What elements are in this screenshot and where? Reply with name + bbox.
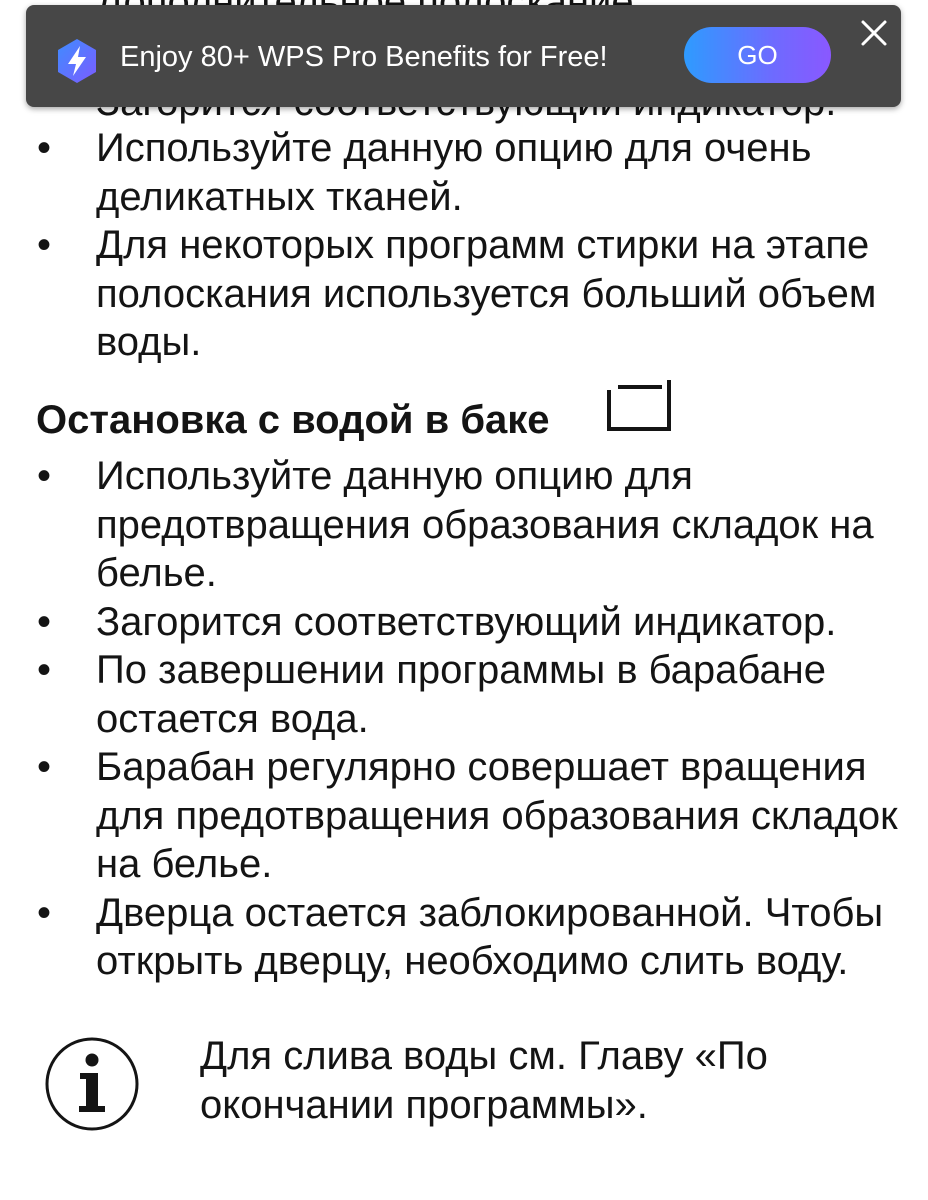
go-button[interactable]: GO (684, 27, 831, 83)
bullet: • (36, 223, 51, 267)
tub-with-water-icon (606, 380, 672, 432)
list-item (0, 221, 928, 367)
bullet: • (36, 745, 51, 789)
list-item (0, 646, 928, 743)
list-item-line: для предотвращения образования складок (96, 793, 898, 838)
section-heading: Остановка с водой в баке (36, 398, 550, 442)
list-item-line: Дверца остается заблокированной. Чтобы (96, 890, 884, 935)
close-icon[interactable] (856, 15, 892, 51)
list-item (0, 743, 928, 889)
list-item-line: на белье. (96, 842, 273, 886)
bullet: • (36, 454, 51, 498)
bullet: • (36, 599, 51, 644)
list-item (0, 452, 928, 598)
info-note-line: окончании программы». (200, 1082, 648, 1127)
list-item (0, 598, 928, 647)
list-item-line: По завершении программы в барабане (96, 648, 826, 692)
promo-banner (26, 5, 901, 107)
bullet-list-rinse-hold (0, 452, 928, 986)
list-item-line: воды. (96, 320, 202, 364)
wps-pro-lightning-icon (56, 38, 98, 84)
info-note-line: Для слива воды см. Главу «По (200, 1034, 768, 1078)
list-item-line: Для некоторых программ стирки на этапе (96, 223, 870, 267)
bullet-list-rinse (0, 124, 928, 367)
list-item (0, 124, 928, 221)
promo-text: Enjoy 80+ WPS Pro Benefits for Free! (120, 41, 608, 73)
info-note (200, 1032, 768, 1129)
list-item (0, 889, 928, 986)
bullet: • (36, 648, 51, 692)
list-item-line: Используйте данную опцию для (96, 454, 693, 498)
list-item-line: Используйте данную опцию для очень (96, 126, 812, 170)
list-item-line: Загорится соответствующий индикатор. (96, 599, 837, 644)
bullet: • (36, 126, 51, 170)
list-item-line: предотвращения образования складок на (96, 502, 874, 547)
list-item-line: полоскания используется больший объем (96, 271, 877, 316)
list-item-line: остается вода. (96, 696, 369, 741)
list-item-line: Барабан регулярно совершает вращения (96, 745, 867, 789)
list-item-line: открыть дверцу, необходимо слить воду. (96, 939, 849, 983)
bullet: • (36, 890, 51, 935)
info-icon (44, 1036, 140, 1132)
list-item-line: деликатных тканей. (96, 174, 463, 219)
list-item-line: белье. (96, 551, 217, 595)
